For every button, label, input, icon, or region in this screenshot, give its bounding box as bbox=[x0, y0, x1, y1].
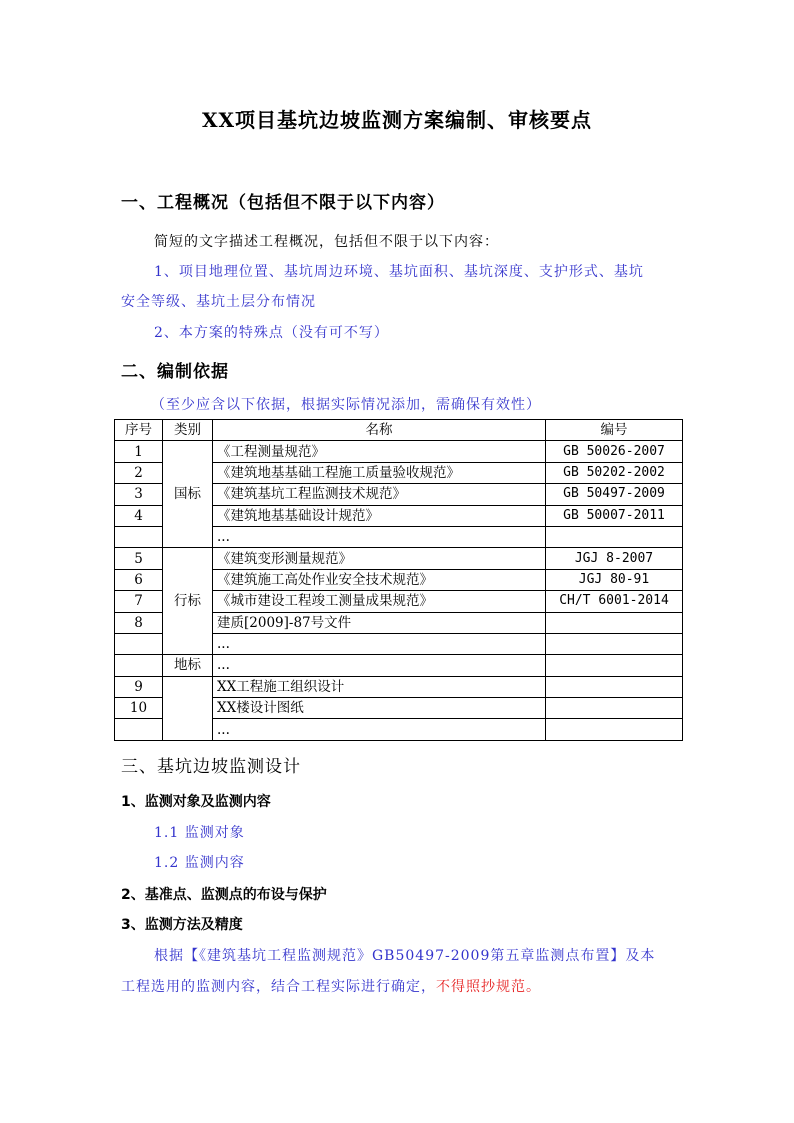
table-row bbox=[115, 548, 683, 569]
section-3-paragraph-line-2 bbox=[121, 976, 541, 996]
section-3-sub-3: 3、监测方法及精度 bbox=[121, 917, 243, 933]
cell-name: ... bbox=[213, 633, 546, 654]
cell-name: ... bbox=[213, 526, 546, 547]
cell-code: JGJ 8-2007 bbox=[546, 548, 683, 569]
cell-no bbox=[115, 633, 163, 654]
cell-code: GB 50497-2009 bbox=[546, 484, 683, 505]
basis-table bbox=[114, 419, 683, 741]
section-1-item-1-line-1: 1、项目地理位置、基坑周边环境、基坑面积、基坑深度、支护形式、基坑 bbox=[154, 264, 644, 280]
category-empty bbox=[163, 676, 213, 740]
cell-code bbox=[546, 719, 683, 740]
section-2-note: （至少应含以下依据，根据实际情况添加，需确保有效性） bbox=[151, 397, 541, 413]
cell-code bbox=[546, 655, 683, 676]
cell-no: 1 bbox=[115, 441, 163, 462]
section-1-item-2: 2、本方案的特殊点（没有可不写） bbox=[154, 325, 389, 341]
section-3-paragraph-line-1: 根据【《建筑基坑工程监测规范》GB50497-2009第五章监测点布置】及本 bbox=[154, 948, 656, 964]
cell-name: 《建筑基坑工程监测技术规范》 bbox=[213, 484, 546, 505]
cell-code bbox=[546, 633, 683, 654]
cell-code: GB 50007-2011 bbox=[546, 505, 683, 526]
table-row bbox=[115, 676, 683, 697]
cell-no bbox=[115, 719, 163, 740]
header-no: 序号 bbox=[115, 420, 163, 441]
cell-no bbox=[115, 526, 163, 547]
cell-name: 建质[2009]-87号文件 bbox=[213, 612, 546, 633]
cell-no: 8 bbox=[115, 612, 163, 633]
table-row bbox=[115, 655, 683, 676]
cell-no: 3 bbox=[115, 484, 163, 505]
section-1-heading: 一、工程概况（包括但不限于以下内容） bbox=[121, 193, 445, 213]
section-3-sub-2: 2、基准点、监测点的布设与保护 bbox=[121, 887, 327, 903]
section-3-sub-1-1: 1.1 监测对象 bbox=[154, 825, 245, 841]
cell-code: GB 50026-2007 bbox=[546, 441, 683, 462]
cell-no: 5 bbox=[115, 548, 163, 569]
cell-no: 4 bbox=[115, 505, 163, 526]
cell-name: XX工程施工组织设计 bbox=[213, 676, 546, 697]
cell-code: CH/T 6001-2014 bbox=[546, 591, 683, 612]
table-header-row bbox=[115, 420, 683, 441]
cell-name: 《城市建设工程竣工测量成果规范》 bbox=[213, 591, 546, 612]
category-local: 地标 bbox=[163, 655, 213, 676]
cell-no: 10 bbox=[115, 698, 163, 719]
header-code: 编号 bbox=[546, 420, 683, 441]
cell-name: 《建筑地基基础设计规范》 bbox=[213, 505, 546, 526]
cell-no: 2 bbox=[115, 462, 163, 483]
section-1-item-1-line-2: 安全等级、基坑土层分布情况 bbox=[121, 294, 316, 310]
cell-name: 《建筑变形测量规范》 bbox=[213, 548, 546, 569]
section-1-intro: 简短的文字描述工程概况，包括但不限于以下内容： bbox=[154, 234, 499, 250]
paragraph-blue-text: 工程选用的监测内容，结合工程实际进行确定， bbox=[121, 979, 436, 995]
cell-name: 《建筑地基基础工程施工质量验收规范》 bbox=[213, 462, 546, 483]
paragraph-red-text: 不得照抄规范。 bbox=[436, 979, 541, 995]
cell-code: JGJ 80-91 bbox=[546, 569, 683, 590]
cell-code bbox=[546, 698, 683, 719]
cell-code bbox=[546, 676, 683, 697]
cell-code bbox=[546, 612, 683, 633]
section-3-sub-1: 1、监测对象及监测内容 bbox=[121, 794, 271, 810]
cell-name: 《工程测量规范》 bbox=[213, 441, 546, 462]
cell-name: 《建筑施工高处作业安全技术规范》 bbox=[213, 569, 546, 590]
cell-no: 6 bbox=[115, 569, 163, 590]
cell-name: ... bbox=[213, 719, 546, 740]
cell-name: ... bbox=[213, 655, 546, 676]
cell-no: 7 bbox=[115, 591, 163, 612]
header-category: 类别 bbox=[163, 420, 213, 441]
section-3-sub-1-2: 1.2 监测内容 bbox=[154, 855, 245, 871]
cell-code: GB 50202-2002 bbox=[546, 462, 683, 483]
document-title: XX项目基坑边坡监测方案编制、审核要点 bbox=[201, 108, 593, 132]
cell-no: 9 bbox=[115, 676, 163, 697]
section-3-heading: 三、基坑边坡监测设计 bbox=[121, 757, 301, 777]
section-2-heading: 二、编制依据 bbox=[121, 362, 229, 382]
cell-code bbox=[546, 526, 683, 547]
category-national: 国标 bbox=[163, 441, 213, 548]
cell-name: XX楼设计图纸 bbox=[213, 698, 546, 719]
cell-no bbox=[115, 655, 163, 676]
table-row bbox=[115, 441, 683, 462]
header-name: 名称 bbox=[213, 420, 546, 441]
category-industry: 行标 bbox=[163, 548, 213, 655]
